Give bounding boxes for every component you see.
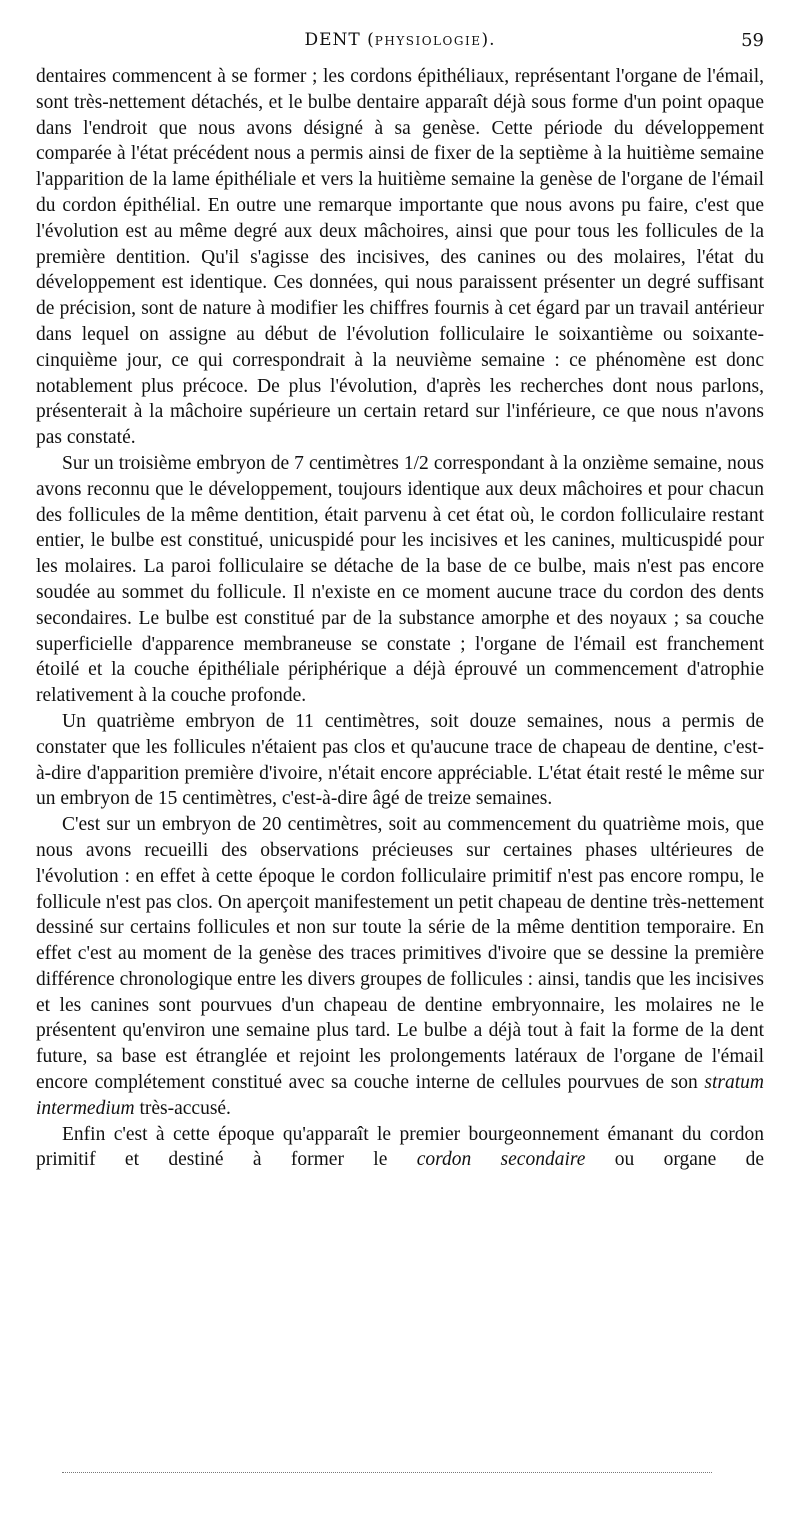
paragraph-4-text-a: C'est sur un embryon de 20 centimètres, soit au commencement du quatrième mois, que nous avons recueilli des observations précieuses sur certaines phases ultérieures de l'évolution : en effet à cette époque le cordon folliculaire primitif n'est pas encore rompu, le follicule n'est pas clos. On aperçoit manifestement un petit chapeau de dentine très-nettement dessiné sur certains follicules et non sur toute la série de la même dentition temporaire. En effet c'est au moment de la genèse des traces primitives d'ivoire que se dessine la première différence chronologique entre les divers groupes de follicules : ainsi, tandis que les incisives et les canines sont pourvues d'un chapeau de dentine embryonnaire, les molaires ne le présentent qu'environ une semaine plus tard. Le bulbe a déjà tout à fait la forme de la dent future, sa base est étranglée et rejoint les prolongements latéraux de l'organe de l'émail encore complétement constitué avec sa couche interne de cellules pourvues de son [36,814,764,1094]
paragraph-5 [36,1122,764,1174]
paragraph-3-text: Un quatrième embryon de 11 centimètres, soit douze semaines, nous a permis de constater que les follicules n'étaient pas clos et qu'aucune trace de chapeau de dentine, c'est-à-dire d'apparition première d'ivoire, n'était encore appréciable. L'état était resté le même sur un embryon de 15 centimètres, c'est-à-dire âgé de treize semaines. [36,710,764,810]
paragraph-3 [36,709,764,812]
running-head [36,30,764,50]
paragraph-5-text-a: Enfin c'est à cette époque qu'apparaît le premier bourgeonnement émanant du cordon primitif et destiné à former le [36,1123,764,1171]
body-text [36,64,764,1173]
footer-dotted-rule [62,1472,712,1473]
page-number: 59 [741,30,764,51]
paragraph-5-text-b: ou organe de [585,1149,765,1171]
running-head-close: ). [481,30,496,50]
page-header [36,30,764,60]
paragraph-4-italic-term: stratum intermedium [36,1072,764,1119]
paragraph-5-italic-term: cordon secondaire [416,1149,586,1171]
paragraph-1-text: dentaires commencent à se former ; les cordons épithéliaux, représentant l'organe de l'émail, sont très-nettement détachés, et le bulbe dentaire apparaît déjà sous forme d'un point opaque dans l'endroit que nous avons désigné à sa genèse. Cette période du développement comparée à l'état précédent nous a permis ainsi de fixer de la septième à la huitième semaine l'apparition de la lame épithéliale et vers la huitième semaine la genèse de l'organe de l'émail du cordon épithélial. En outre une remarque importante que nous avons pu faire, c'est que l'évolution est au même degré aux deux mâchoires, ainsi que pour tous les follicules de la première dentition. Qu'il s'agisse des incisives, des canines ou des molaires, l'état du développement est identique. Ces données, qui nous paraissent présenter un degré suffisant de précision, sont de nature à modifier les chiffres fournis à cet égard par un travail antérieur dans lequel on assigne au début de l'évolution folliculaire le soixantième ou soixante-cinquième jour, ce qui correspondrait à la neuvième semaine : ce phénomène est donc notablement plus précoce. De plus l'évolution, d'après les recherches dont nous parlons, présenterait à la mâchoire supérieure un certain retard sur l'inférieure, ce que nous n'avons pas constaté. [36,66,764,449]
running-head-subtitle: PHYSIOLOGIE [374,34,482,48]
paragraph-1 [36,64,764,451]
paragraph-2-text: Sur un troisième embryon de 7 centimètres 1/2 correspondant à la onzième semaine, nous avons reconnu que le développement, toujours identique aux deux mâchoires et pour chacun des follicules de la même dentition, était parvenu à cet état où, le cordon folliculaire restant entier, le bulbe est constitué, unicuspidé pour les incisives et les canines, multicuspidé pour les molaires. La paroi folliculaire se détache de la base de ce bulbe, mais n'est pas encore soudée au sommet du follicule. Il n'existe en ce moment aucune trace du cordon des dents secondaires. Le bulbe est constitué par de la substance amorphe et des noyaux ; sa couche superficielle d'apparence membraneuse se constate ; l'organe de l'émail est franchement étoilé et la couche épithéliale périphérique a déjà éprouvé un commencement d'atrophie relativement à la couche profonde. [36,452,764,707]
running-head-main: DENT ( [304,30,375,50]
paragraph-4 [36,812,764,1122]
paragraph-2 [36,451,764,709]
paragraph-4-text-b: très-accusé. [134,1097,231,1119]
